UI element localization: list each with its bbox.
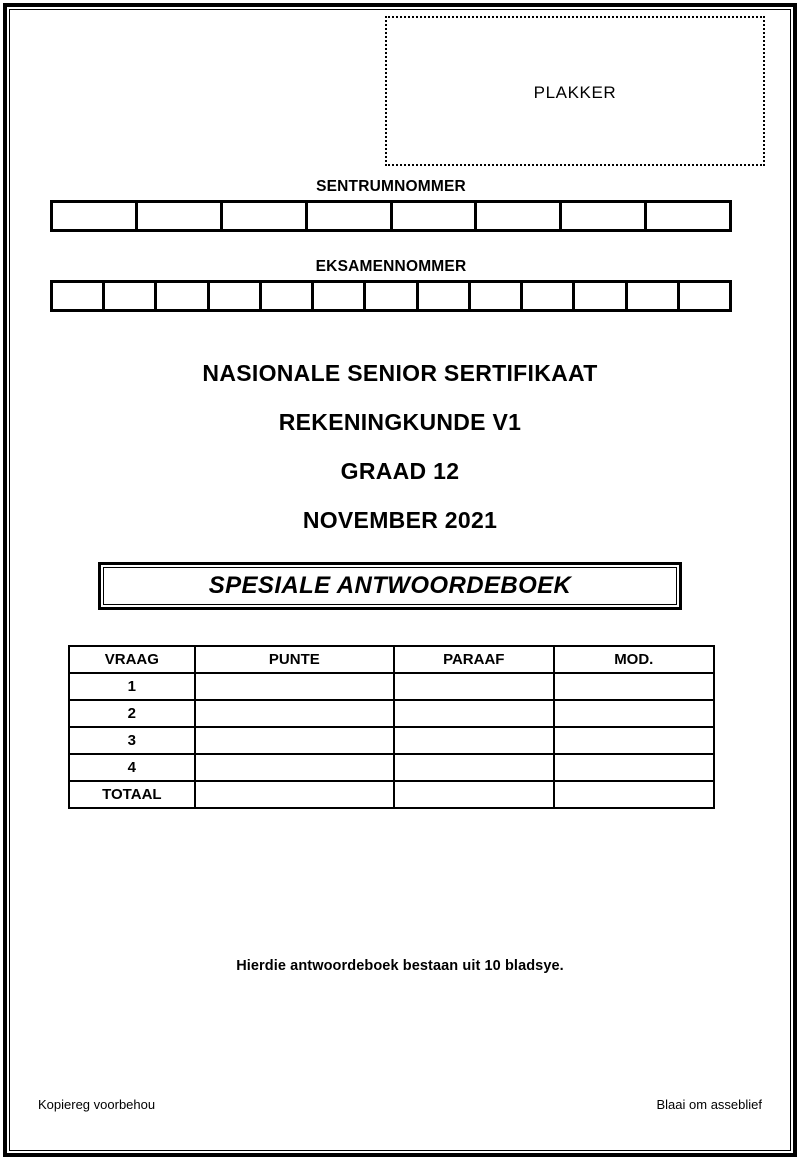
subject-title: REKENINGKUNDE V1 xyxy=(278,409,522,435)
header-paraaf: PARAAF xyxy=(394,646,554,673)
cell-punte[interactable] xyxy=(195,781,394,808)
cell-vraag: 2 xyxy=(69,700,195,727)
exam-number-cell[interactable] xyxy=(53,283,105,309)
cell-mod[interactable] xyxy=(554,781,714,808)
cell-mod[interactable] xyxy=(554,673,714,700)
centre-number-block xyxy=(50,178,732,232)
footer-turn-over: Blaai om asseblief xyxy=(656,1097,762,1112)
sticker-box-label: PLAKKER xyxy=(533,83,617,102)
table-row xyxy=(69,673,714,700)
centre-number-cell[interactable] xyxy=(647,203,729,229)
header-vraag: VRAAG xyxy=(69,646,195,673)
exam-number-block xyxy=(50,258,732,312)
exam-date: NOVEMBER 2021 xyxy=(302,507,498,533)
cell-punte[interactable] xyxy=(195,754,394,781)
exam-number-cell[interactable] xyxy=(523,283,575,309)
cell-punte[interactable] xyxy=(195,700,394,727)
sticker-box xyxy=(385,16,765,166)
exam-number-caption: EKSAMENNOMMER xyxy=(315,258,467,275)
centre-number-cell[interactable] xyxy=(393,203,478,229)
answer-book-banner-inner xyxy=(103,567,677,605)
cell-mod[interactable] xyxy=(554,727,714,754)
cell-paraaf[interactable] xyxy=(394,673,554,700)
table-header-row xyxy=(69,646,714,673)
table-row xyxy=(69,754,714,781)
cell-vraag: 3 xyxy=(69,727,195,754)
header-punte: PUNTE xyxy=(195,646,394,673)
centre-number-cell[interactable] xyxy=(308,203,393,229)
centre-number-cell[interactable] xyxy=(53,203,138,229)
exam-number-grid[interactable] xyxy=(50,280,732,312)
marks-table-head xyxy=(69,646,714,673)
cell-paraaf[interactable] xyxy=(394,727,554,754)
centre-number-cell[interactable] xyxy=(223,203,308,229)
header-mod: MOD. xyxy=(554,646,714,673)
cell-paraaf[interactable] xyxy=(394,754,554,781)
page-footer xyxy=(38,1097,762,1112)
answer-book-banner-title: SPESIALE ANTWOORDEBOEK xyxy=(208,572,572,599)
exam-number-cell[interactable] xyxy=(366,283,418,309)
exam-number-cell[interactable] xyxy=(575,283,627,309)
centre-number-cell[interactable] xyxy=(562,203,647,229)
table-row xyxy=(69,700,714,727)
centre-number-grid[interactable] xyxy=(50,200,732,232)
cell-vraag: 4 xyxy=(69,754,195,781)
page-count-note: Hierdie antwoordeboek bestaan uit 10 bladsye. xyxy=(236,958,564,974)
exam-number-cell[interactable] xyxy=(471,283,523,309)
footer-copyright: Kopiereg voorbehou xyxy=(38,1097,156,1112)
cell-vraag: 1 xyxy=(69,673,195,700)
exam-number-cell[interactable] xyxy=(105,283,157,309)
certificate-title: NASIONALE SENIOR SERTIFIKAAT xyxy=(202,360,598,386)
cell-punte[interactable] xyxy=(195,673,394,700)
exam-number-cell[interactable] xyxy=(419,283,471,309)
marks-table-body xyxy=(69,673,714,808)
exam-number-cell[interactable] xyxy=(314,283,366,309)
marks-table xyxy=(68,645,715,809)
centre-number-cell[interactable] xyxy=(138,203,223,229)
table-row xyxy=(69,781,714,808)
cell-paraaf[interactable] xyxy=(394,781,554,808)
cell-punte[interactable] xyxy=(195,727,394,754)
exam-number-cell[interactable] xyxy=(262,283,314,309)
centre-number-cell[interactable] xyxy=(477,203,562,229)
cell-vraag: TOTAAL xyxy=(69,781,195,808)
exam-number-cell[interactable] xyxy=(628,283,680,309)
centre-number-caption: SENTRUMNOMMER xyxy=(316,178,466,195)
cell-mod[interactable] xyxy=(554,700,714,727)
exam-number-cell[interactable] xyxy=(680,283,729,309)
table-row xyxy=(69,727,714,754)
exam-number-cell[interactable] xyxy=(210,283,262,309)
heading-block xyxy=(0,362,800,532)
cell-mod[interactable] xyxy=(554,754,714,781)
answer-book-banner xyxy=(98,562,682,610)
cell-paraaf[interactable] xyxy=(394,700,554,727)
grade-title: GRAAD 12 xyxy=(340,458,460,484)
exam-number-cell[interactable] xyxy=(157,283,209,309)
